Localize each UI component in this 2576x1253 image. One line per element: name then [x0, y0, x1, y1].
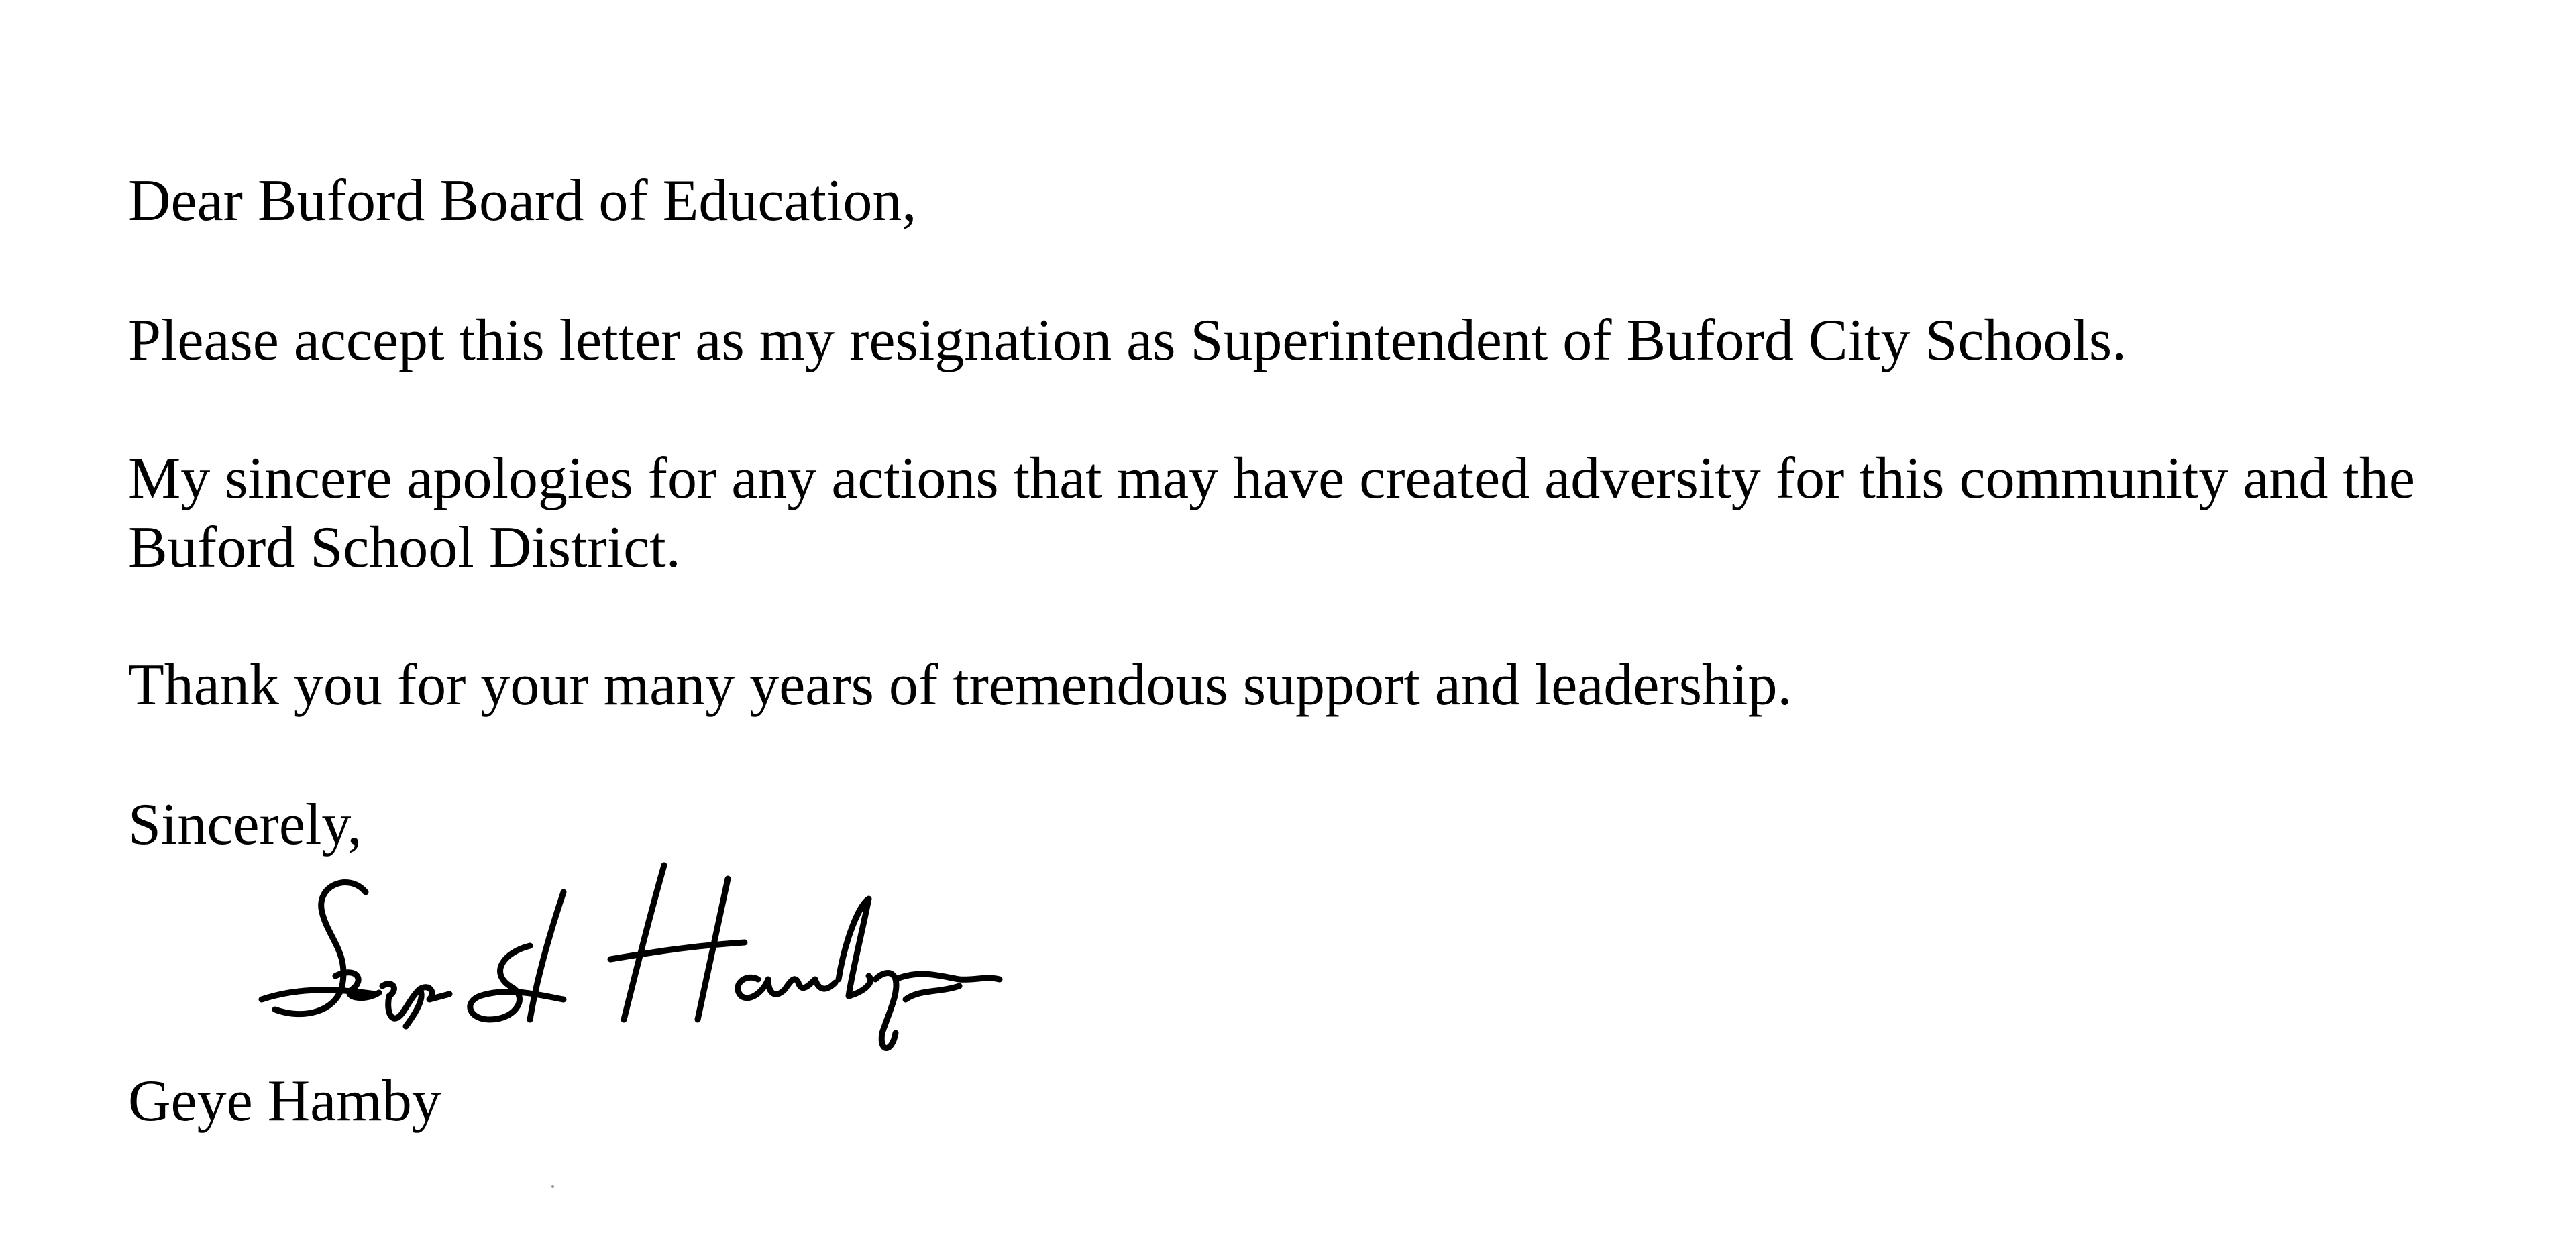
closing: Sincerely,: [128, 792, 362, 857]
salutation: Dear Buford Board of Education,: [128, 168, 917, 233]
apology-paragraph-line-2: Buford School District.: [128, 515, 681, 580]
scan-speck: [551, 1185, 554, 1188]
thanks-paragraph: Thank you for your many years of tremendous support and leadership.: [128, 653, 1792, 718]
handwritten-signature: [248, 852, 1046, 1067]
signer-name: Geye Hamby: [128, 1069, 441, 1134]
apology-paragraph-line-1: My sincere apologies for any actions that may have created adversity for this community and the: [128, 446, 2415, 511]
resignation-paragraph: Please accept this letter as my resignation as Superintendent of Buford City Schools.: [128, 308, 2127, 373]
